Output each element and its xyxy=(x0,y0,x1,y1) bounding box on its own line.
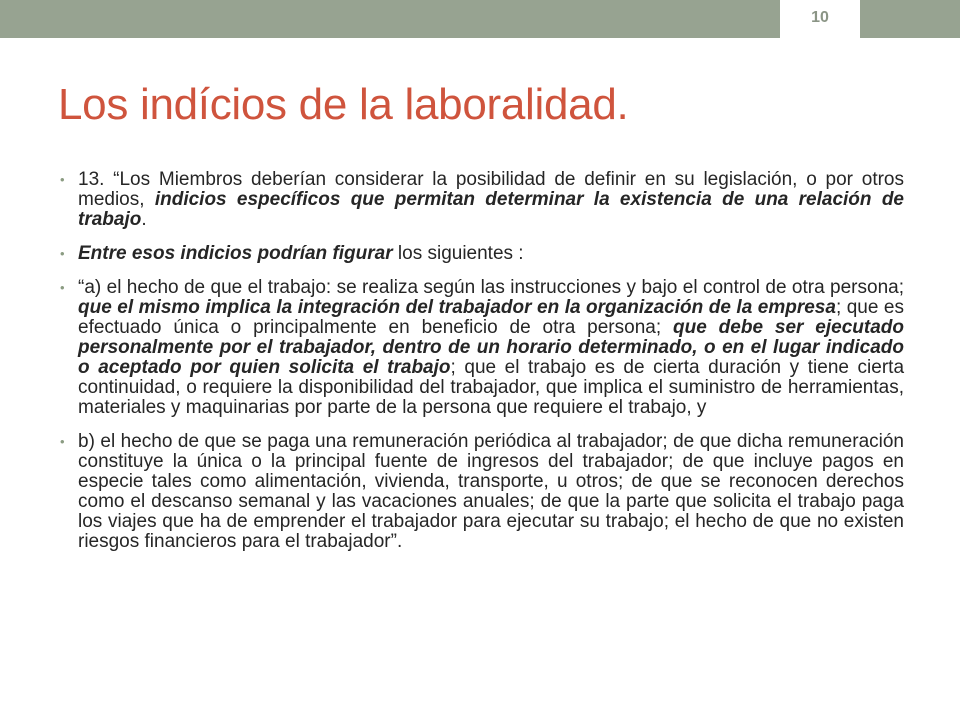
bullet-list xyxy=(60,170,904,566)
bullet-item-3 xyxy=(60,278,904,418)
bullet-icon: • xyxy=(60,280,65,295)
bullet-icon: • xyxy=(60,172,65,187)
emphasis-run: Entre esos indicios podrían figurar xyxy=(78,243,393,264)
paragraph-text xyxy=(78,169,904,230)
text-run: b) el hecho de que se paga una remuneración periódica al trabajador; de que dicha remuneración constituye la única o la principal fuente de ingresos del trabajador; de que incluye pagos en especie tales como alimentación, vivienda, transporte, u otros; de que se reconocen derechos como el descanso semanal y las vacaciones anuales; de que la parte que solicita el trabajo paga los viajes que ha de emprender el trabajador para ejecutar su trabajo; el hecho de que no existen riesgos financieros para el trabajador”. xyxy=(78,431,904,552)
bullet-item-2 xyxy=(60,244,904,264)
text-run: . xyxy=(141,209,147,230)
text-run: ; que es efectuado única o principalmente en beneficio de otra persona; xyxy=(78,297,904,338)
bullet-item-4 xyxy=(60,432,904,552)
slide-title: Los indícios de la laboralidad. xyxy=(58,80,629,129)
paragraph-text xyxy=(78,277,904,418)
text-run: ; que el trabajo es de cierta duración y tiene cierta continuidad, o requiere la disponibilidad del trabajador, que implica el suministro de herramientas, materiales y maquinarias por parte de la persona que requiere el trabajo, y xyxy=(78,357,905,418)
emphasis-run: que el mismo implica la integración del trabajador en la organización de la empresa xyxy=(78,297,836,318)
text-run: “a) el hecho de que el trabajo: se realiza según las instrucciones y bajo el control de otra persona; xyxy=(78,277,904,298)
paragraph-text xyxy=(78,431,904,552)
bullet-icon: • xyxy=(60,246,65,261)
bullet-icon: • xyxy=(60,434,65,449)
emphasis-run: que debe ser ejecutado personalmente por el trabajador, dentro de un horario determinado, o en el lugar indicado o aceptado por quien solicita el trabajo xyxy=(78,317,905,378)
emphasis-run: indicios específicos que permitan determinar la existencia de una relación de trabajo xyxy=(78,189,904,230)
paragraph-text xyxy=(78,243,524,264)
bullet-item-1 xyxy=(60,170,904,230)
slide-number: 10 xyxy=(780,0,860,38)
text-run: los siguientes : xyxy=(392,243,524,264)
text-run: 13. “Los Miembros deberían considerar la posibilidad de definir en su legislación, o por otros medios, xyxy=(78,169,904,210)
